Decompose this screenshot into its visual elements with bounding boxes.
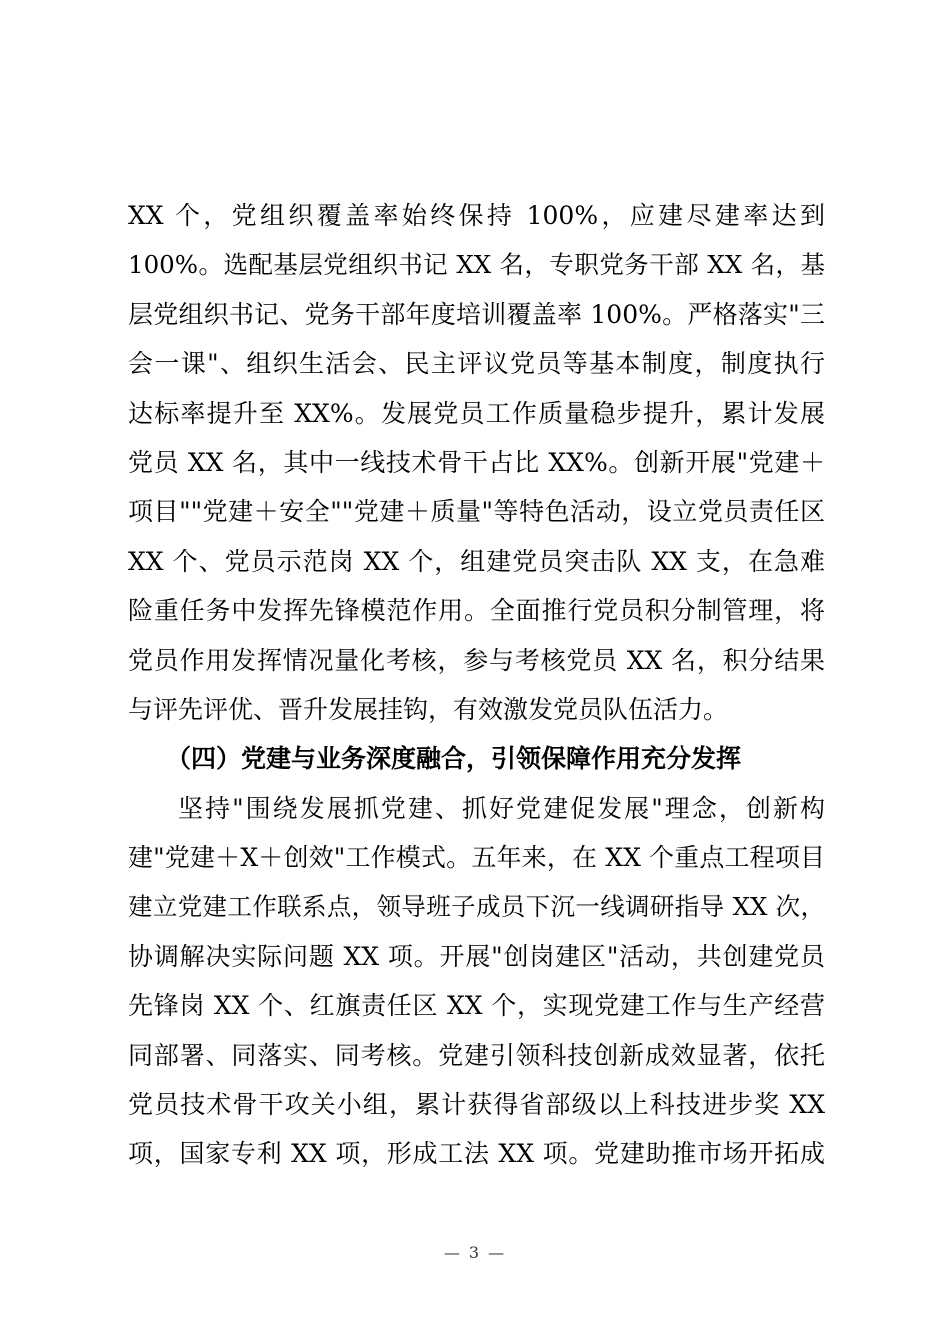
body-line: 党员 XX 名，其中一线技术骨干占比 XX%。创新开展"党建＋ xyxy=(128,447,825,477)
section-line: 先锋岗 XX 个、红旗责任区 XX 个，实现党建工作与生产经营 xyxy=(128,991,825,1021)
body-line: 层党组织书记、党务干部年度培训覆盖率 100%。严格落实"三 xyxy=(128,299,825,329)
section-line: 建"党建＋X＋创效"工作模式。五年来，在 XX 个重点工程项目 xyxy=(128,843,825,873)
body-line: 项目""党建＋安全""党建＋质量"等特色活动，设立党员责任区 xyxy=(128,497,825,527)
body-line: 险重任务中发挥先锋模范作用。全面推行党员积分制管理，将 xyxy=(128,596,825,626)
body-line: 会一课"、组织生活会、民主评议党员等基本制度，制度执行 xyxy=(128,349,825,379)
body-line: XX 个、党员示范岗 XX 个，组建党员突击队 XX 支，在急难 xyxy=(128,546,825,576)
section-line: 协调解决实际问题 XX 项。开展"创岗建区"活动，共创建党员 xyxy=(128,941,825,971)
body-line: 党员作用发挥情况量化考核，参与考核党员 XX 名，积分结果 xyxy=(128,645,825,675)
section-line: 同部署、同落实、同考核。党建引领科技创新成效显著，依托 xyxy=(128,1040,825,1070)
section-heading: （四）党建与业务深度融合，引领保障作用充分发挥 xyxy=(166,744,742,774)
page-number: — 3 — xyxy=(443,1243,507,1262)
body-line: XX 个，党组织覆盖率始终保持 100%，应建尽建率达到 xyxy=(128,201,825,230)
section-line: 建立党建工作联系点，领导班子成员下沉一线调研指导 XX 次， xyxy=(128,892,825,922)
document-body xyxy=(128,191,825,1179)
section-line: 党员技术骨干攻关小组，累计获得省部级以上科技进步奖 XX xyxy=(128,1090,825,1120)
body-line: 达标率提升至 XX%。发展党员工作质量稳步提升，累计发展 xyxy=(128,398,825,428)
section-line: 坚持"围绕发展抓党建、抓好党建促发展"理念，创新构 xyxy=(178,793,825,823)
body-line: 与评先评优、晋升发展挂钩，有效激发党员队伍活力。 xyxy=(128,694,729,724)
section-line: 项，国家专利 XX 项，形成工法 XX 项。党建助推市场开拓成 xyxy=(128,1139,825,1169)
body-line: 100%。选配基层党组织书记 XX 名，专职党务干部 XX 名，基 xyxy=(128,250,825,280)
